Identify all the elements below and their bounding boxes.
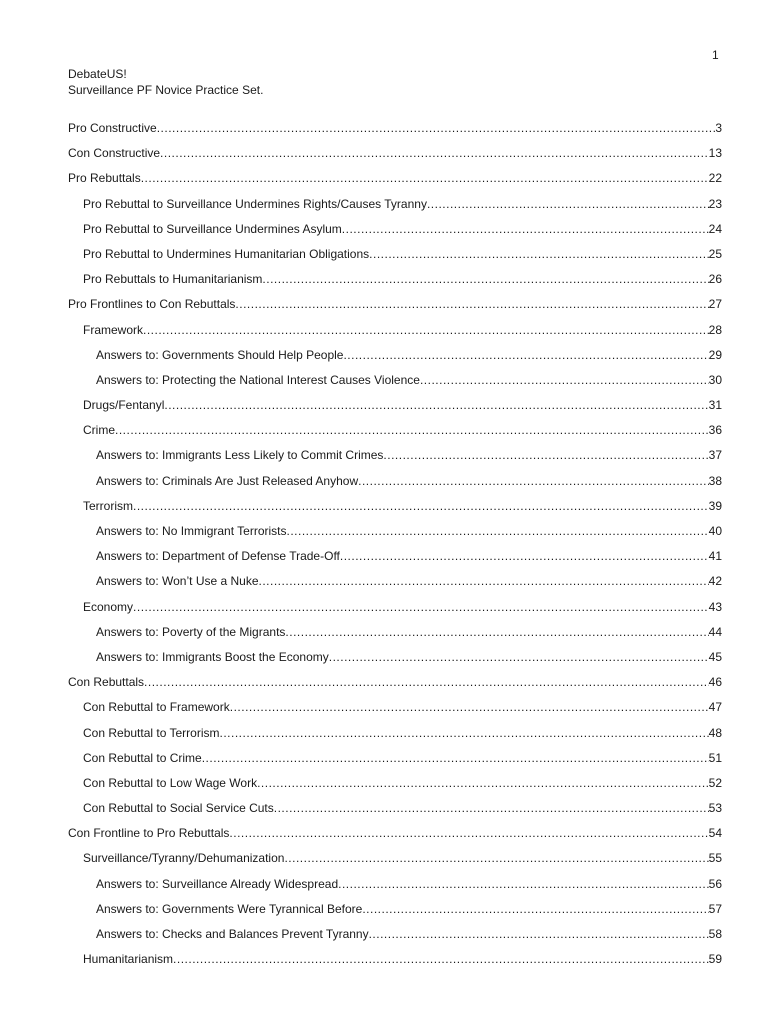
toc-entry-title: Answers to: Protecting the National Interest Causes Violence bbox=[96, 372, 420, 387]
toc-entry-title: Crime bbox=[83, 423, 115, 438]
toc-entry-page: 43 bbox=[708, 599, 722, 614]
toc-entry-page: 53 bbox=[708, 801, 722, 816]
toc-entry-page: 37 bbox=[708, 448, 722, 463]
toc-dot-leader bbox=[229, 824, 708, 842]
toc-entry-page: 40 bbox=[708, 524, 722, 538]
toc-entry-title: Pro Rebuttals to Humanitarianism bbox=[83, 272, 263, 287]
toc-entry[interactable] bbox=[68, 900, 722, 925]
toc-entry-page: 59 bbox=[708, 952, 722, 967]
toc-entry-title: Answers to: Checks and Balances Prevent Tyranny bbox=[96, 927, 369, 941]
toc-entry-page: 36 bbox=[708, 423, 722, 438]
toc-entry-title: Con Rebuttal to Crime bbox=[83, 750, 202, 765]
toc-entry[interactable] bbox=[68, 925, 722, 950]
document-header bbox=[68, 66, 263, 98]
toc-entry-page: 42 bbox=[708, 574, 722, 589]
toc-entry[interactable] bbox=[68, 522, 722, 547]
toc-dot-leader bbox=[235, 295, 708, 313]
table-of-contents bbox=[68, 119, 722, 975]
toc-entry[interactable] bbox=[68, 875, 722, 900]
toc-entry-title: Answers to: Department of Defense Trade-Off bbox=[96, 549, 340, 564]
toc-entry-page: 44 bbox=[708, 624, 722, 639]
toc-entry[interactable] bbox=[68, 824, 722, 849]
toc-entry-page: 57 bbox=[708, 901, 722, 916]
toc-entry-title: Con Rebuttal to Low Wage Work bbox=[83, 775, 258, 790]
toc-entry[interactable] bbox=[68, 497, 722, 522]
toc-dot-leader bbox=[274, 799, 709, 817]
toc-entry[interactable] bbox=[68, 673, 722, 698]
toc-dot-leader bbox=[427, 195, 709, 213]
toc-entry-page: 47 bbox=[708, 700, 722, 715]
toc-entry-page: 30 bbox=[708, 372, 722, 387]
toc-dot-leader bbox=[144, 673, 709, 691]
toc-entry[interactable] bbox=[68, 119, 722, 144]
toc-entry-page: 58 bbox=[708, 927, 722, 941]
toc-entry-page: 45 bbox=[708, 649, 722, 664]
org-name: DebateUS! bbox=[68, 67, 127, 81]
toc-entry[interactable] bbox=[68, 446, 722, 471]
toc-entry-title: Humanitarianism bbox=[83, 952, 174, 967]
toc-dot-leader bbox=[133, 598, 709, 616]
toc-entry-page: 39 bbox=[708, 498, 722, 513]
toc-entry-page: 48 bbox=[708, 725, 722, 740]
toc-entry-page: 54 bbox=[708, 826, 722, 841]
toc-dot-leader bbox=[369, 925, 709, 943]
toc-entry-title: Answers to: Surveillance Already Widespread bbox=[96, 876, 339, 891]
toc-entry-page: 56 bbox=[708, 876, 722, 891]
toc-dot-leader bbox=[369, 245, 708, 263]
toc-entry-title: Answers to: Criminals Are Just Released Anyhow bbox=[96, 473, 359, 488]
toc-entry-page: 46 bbox=[708, 675, 722, 690]
toc-entry-page: 29 bbox=[708, 347, 722, 362]
toc-dot-leader bbox=[342, 220, 709, 238]
toc-entry-title: Answers to: Won’t Use a Nuke bbox=[96, 574, 259, 589]
toc-entry[interactable] bbox=[68, 321, 722, 346]
toc-entry-page: 26 bbox=[708, 272, 722, 287]
toc-dot-leader bbox=[143, 321, 709, 339]
toc-entry-title: Answers to: Governments Should Help People bbox=[96, 347, 344, 362]
toc-entry-title: Pro Constructive bbox=[68, 121, 157, 135]
toc-entry-page: 38 bbox=[708, 473, 722, 488]
toc-entry-title: Terrorism bbox=[83, 498, 133, 513]
toc-dot-leader bbox=[383, 446, 708, 464]
toc-entry[interactable] bbox=[68, 799, 722, 824]
toc-entry-title: Con Rebuttals bbox=[68, 675, 145, 690]
toc-entry[interactable] bbox=[68, 371, 722, 396]
toc-entry[interactable] bbox=[68, 572, 722, 597]
toc-entry-title: Answers to: Immigrants Boost the Economy bbox=[96, 649, 329, 664]
toc-entry-title: Pro Rebuttals bbox=[68, 171, 141, 186]
toc-dot-leader bbox=[287, 522, 709, 540]
toc-dot-leader bbox=[133, 497, 709, 515]
toc-entry[interactable] bbox=[68, 195, 722, 220]
toc-entry-page: 51 bbox=[708, 750, 722, 765]
toc-entry[interactable] bbox=[68, 547, 722, 572]
toc-entry-page: 41 bbox=[708, 549, 722, 564]
toc-entry-title: Con Constructive bbox=[68, 146, 161, 161]
toc-entry-title: Con Rebuttal to Framework bbox=[83, 700, 230, 715]
toc-entry[interactable] bbox=[68, 270, 722, 295]
page-number: 1 bbox=[712, 48, 719, 62]
toc-entry-title: Con Frontline to Pro Rebuttals bbox=[68, 826, 230, 841]
toc-entry-title: Answers to: Immigrants Less Likely to Commit Crimes bbox=[96, 448, 384, 463]
toc-entry-title: Con Rebuttal to Social Service Cuts bbox=[83, 801, 274, 816]
toc-entry-title: Economy bbox=[83, 599, 134, 614]
toc-entry[interactable] bbox=[68, 396, 722, 421]
toc-entry[interactable] bbox=[68, 346, 722, 371]
toc-dot-leader bbox=[343, 346, 708, 364]
toc-entry[interactable] bbox=[68, 648, 722, 673]
toc-entry[interactable] bbox=[68, 295, 722, 320]
toc-dot-leader bbox=[230, 698, 709, 716]
toc-entry-page: 13 bbox=[708, 146, 722, 161]
toc-entry-page: 22 bbox=[708, 171, 722, 186]
toc-entry[interactable] bbox=[68, 749, 722, 774]
toc-dot-leader bbox=[202, 749, 709, 767]
toc-dot-leader bbox=[157, 119, 716, 137]
toc-entry-title: Pro Rebuttal to Surveillance Undermines Asylum bbox=[83, 221, 342, 236]
toc-entry-title: Pro Rebuttal to Surveillance Undermines Rights/Causes Tyranny bbox=[83, 196, 427, 211]
toc-dot-leader bbox=[329, 648, 709, 666]
toc-dot-leader bbox=[141, 169, 709, 187]
toc-entry-page: 24 bbox=[708, 221, 722, 236]
toc-entry[interactable] bbox=[68, 724, 722, 749]
toc-dot-leader bbox=[284, 849, 708, 867]
toc-entry[interactable] bbox=[68, 472, 722, 497]
toc-entry[interactable] bbox=[68, 144, 722, 169]
toc-entry-page: 27 bbox=[708, 297, 722, 312]
toc-dot-leader bbox=[420, 371, 709, 389]
toc-entry-title: Surveillance/Tyranny/Dehumanization bbox=[83, 851, 285, 866]
toc-entry-title: Pro Rebuttal to Undermines Humanitarian Obligations bbox=[83, 246, 370, 261]
toc-entry-title: Drugs/Fentanyl bbox=[83, 398, 165, 413]
toc-dot-leader bbox=[362, 900, 708, 918]
toc-entry[interactable] bbox=[68, 245, 722, 270]
toc-entry[interactable] bbox=[68, 169, 722, 194]
toc-entry[interactable] bbox=[68, 774, 722, 799]
toc-entry[interactable] bbox=[68, 598, 722, 623]
toc-entry-title: Con Rebuttal to Terrorism bbox=[83, 725, 220, 740]
toc-dot-leader bbox=[164, 396, 708, 414]
toc-dot-leader bbox=[259, 572, 709, 590]
toc-entry[interactable] bbox=[68, 623, 722, 648]
toc-entry-page: 25 bbox=[708, 246, 722, 261]
set-title: Surveillance PF Novice Practice Set. bbox=[68, 83, 264, 97]
toc-entry[interactable] bbox=[68, 698, 722, 723]
toc-entry-page: 28 bbox=[708, 322, 722, 337]
toc-entry[interactable] bbox=[68, 220, 722, 245]
toc-entry-title: Answers to: No Immigrant Terrorists bbox=[96, 524, 287, 538]
toc-dot-leader bbox=[160, 144, 709, 162]
toc-dot-leader bbox=[262, 270, 708, 288]
toc-entry[interactable] bbox=[68, 950, 722, 975]
toc-dot-leader bbox=[257, 774, 709, 792]
toc-dot-leader bbox=[358, 472, 709, 490]
toc-entry-title: Answers to: Poverty of the Migrants bbox=[96, 624, 286, 639]
toc-entry-page: 31 bbox=[708, 398, 722, 413]
toc-entry-page: 55 bbox=[708, 851, 722, 866]
toc-dot-leader bbox=[338, 875, 709, 893]
toc-entry-page: 3 bbox=[715, 121, 722, 135]
toc-dot-leader bbox=[285, 623, 708, 641]
toc-dot-leader bbox=[220, 724, 709, 742]
toc-entry-title: Pro Frontlines to Con Rebuttals bbox=[68, 297, 236, 312]
toc-entry-page: 52 bbox=[708, 775, 722, 790]
toc-entry-page: 23 bbox=[708, 196, 722, 211]
toc-entry[interactable] bbox=[68, 421, 722, 446]
toc-dot-leader bbox=[115, 421, 709, 439]
toc-dot-leader bbox=[173, 950, 709, 968]
toc-entry[interactable] bbox=[68, 849, 722, 874]
toc-dot-leader bbox=[340, 547, 709, 565]
toc-entry-title: Framework bbox=[83, 322, 144, 337]
toc-entry-title: Answers to: Governments Were Tyrannical Before bbox=[96, 901, 363, 916]
